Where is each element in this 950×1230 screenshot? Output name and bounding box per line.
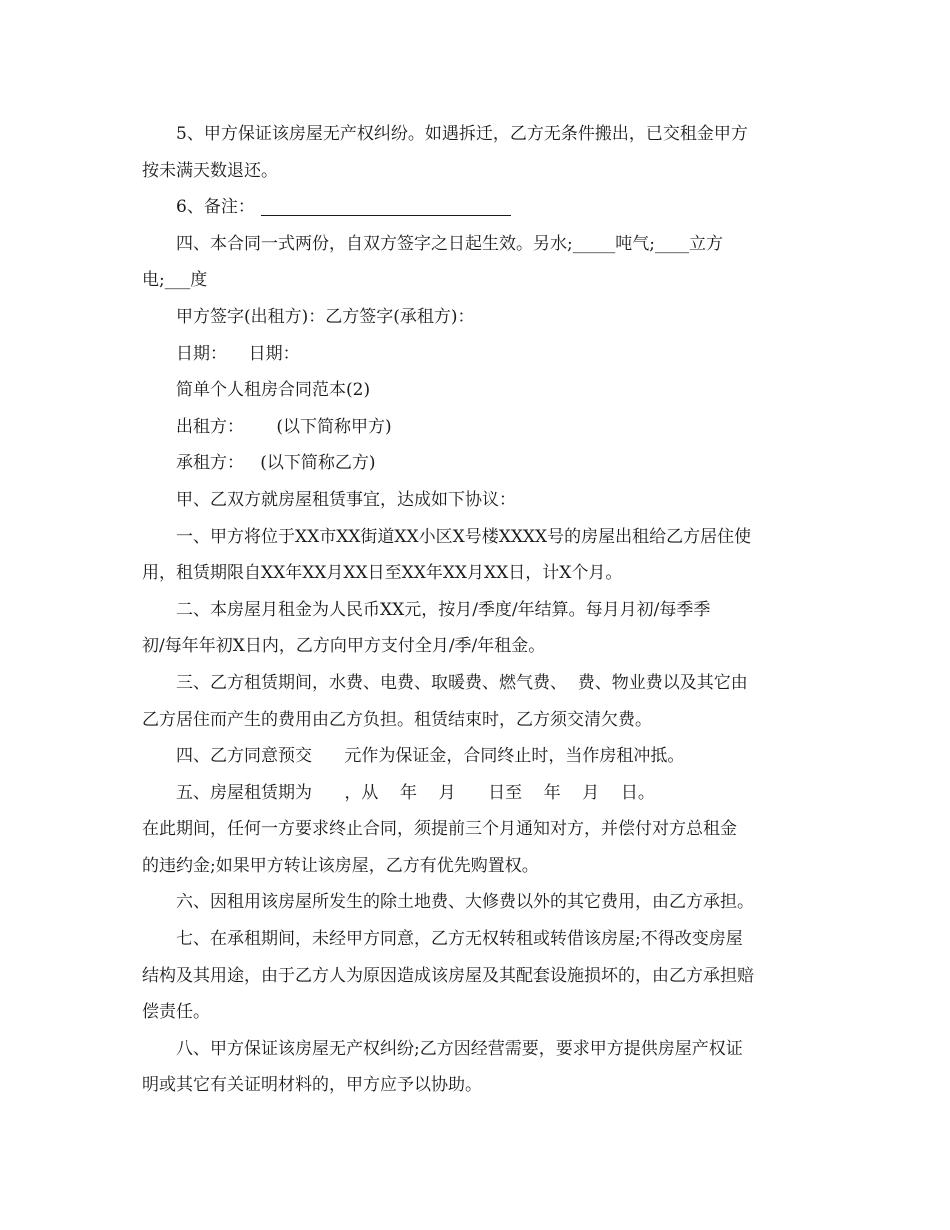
clause-7-sublease bbox=[142, 921, 810, 1031]
text-line: 的违约金;如果甲方转让该房屋，乙方有优先购置权。 bbox=[142, 855, 539, 876]
contract-title-2 bbox=[142, 372, 810, 409]
clause-2-rent bbox=[142, 592, 810, 665]
text-line: 承租方： (以下简称乙方) bbox=[176, 453, 376, 474]
text-line: 在此期间，任何一方要求终止合同，须提前三个月通知对方，并偿付对方总租金 bbox=[142, 819, 737, 840]
clause-4-effective bbox=[142, 226, 810, 299]
clause-5-property-dispute bbox=[142, 116, 810, 189]
text-line: 明或其它有关证明材料的，甲方应予以协助。 bbox=[142, 1075, 482, 1096]
agreement-intro bbox=[142, 482, 810, 519]
clause-1-location bbox=[142, 519, 810, 592]
clause-3-fees bbox=[142, 665, 810, 738]
lessee-line bbox=[142, 445, 810, 482]
text-line: 按未满天数退还。 bbox=[142, 160, 278, 181]
text-line: 5、甲方保证该房屋无产权纠纷。如遇拆迁，乙方无条件搬出，已交租金甲方 bbox=[176, 124, 748, 144]
text-line: 五、房屋租赁期为 ，从 年 月 日至 年 月 日。 bbox=[176, 782, 655, 803]
text-line: 甲方签字(出租方)：乙方签字(承租方)： bbox=[176, 306, 475, 327]
text-line: 八、甲方保证该房屋无产权纠纷;乙方因经营需要，要求甲方提供房屋产权证 bbox=[176, 1038, 743, 1059]
lessor-line bbox=[142, 409, 810, 446]
text-line: 偿责任。 bbox=[142, 1002, 210, 1023]
text-line: 日期： 日期： bbox=[176, 343, 300, 364]
text-line: 二、本房屋月租金为人民币XX元，按月/季度/年结算。每月月初/每季季 bbox=[176, 599, 711, 620]
text-line: 电;___度 bbox=[142, 270, 208, 291]
signature-line bbox=[142, 299, 810, 336]
clause-6-remarks bbox=[142, 189, 810, 226]
clause-8-title-proof bbox=[142, 1031, 810, 1104]
text-line: 一、甲方将位于XX市XX街道XX小区X号楼XXXX号的房屋出租给乙方居住使 bbox=[176, 526, 752, 547]
clause-5-term bbox=[142, 775, 810, 885]
date-line bbox=[142, 336, 810, 373]
text-line: 简单个人租房合同范本(2) bbox=[176, 380, 371, 401]
clause-6-other-costs bbox=[142, 884, 810, 921]
text-line: 三、乙方租赁期间，水费、电费、取暖费、燃气费、 费、物业费以及其它由 bbox=[176, 672, 748, 693]
text-line: 初/每年年初X日内，乙方向甲方支付全月/季/年租金。 bbox=[142, 636, 546, 657]
text-line: 甲、乙双方就房屋租赁事宜，达成如下协议： bbox=[176, 489, 516, 510]
text-line: 结构及其用途，由于乙方人为原因造成该房屋及其配套设施损坏的，由乙方承担赔 bbox=[142, 965, 754, 986]
text-line: 出租方： (以下简称甲方) bbox=[176, 416, 392, 437]
clause-4-deposit bbox=[142, 738, 810, 775]
text-line: 用，租赁期限自XX年XX月XX日至XX年XX月XX日，计X个月。 bbox=[142, 563, 623, 584]
text-line: 乙方居住而产生的费用由乙方负担。租赁结束时，乙方须交清欠费。 bbox=[142, 709, 652, 730]
text-line: 四、乙方同意预交 元作为保证金，合同终止时，当作房租冲抵。 bbox=[176, 746, 685, 767]
text-line: 四、本合同一式两份，自双方签字之日起生效。另水;_____吨气;____立方 bbox=[176, 233, 723, 254]
remarks-blank-line bbox=[261, 195, 511, 216]
text-line: 七、在承租期间，未经甲方同意，乙方无权转租或转借该房屋;不得改变房屋 bbox=[176, 929, 743, 950]
text-line: 六、因租用该房屋所发生的除土地费、大修费以外的其它费用，由乙方承担。 bbox=[176, 892, 754, 913]
contract-page bbox=[142, 116, 810, 1104]
remarks-label: 6、备注： bbox=[176, 197, 255, 218]
